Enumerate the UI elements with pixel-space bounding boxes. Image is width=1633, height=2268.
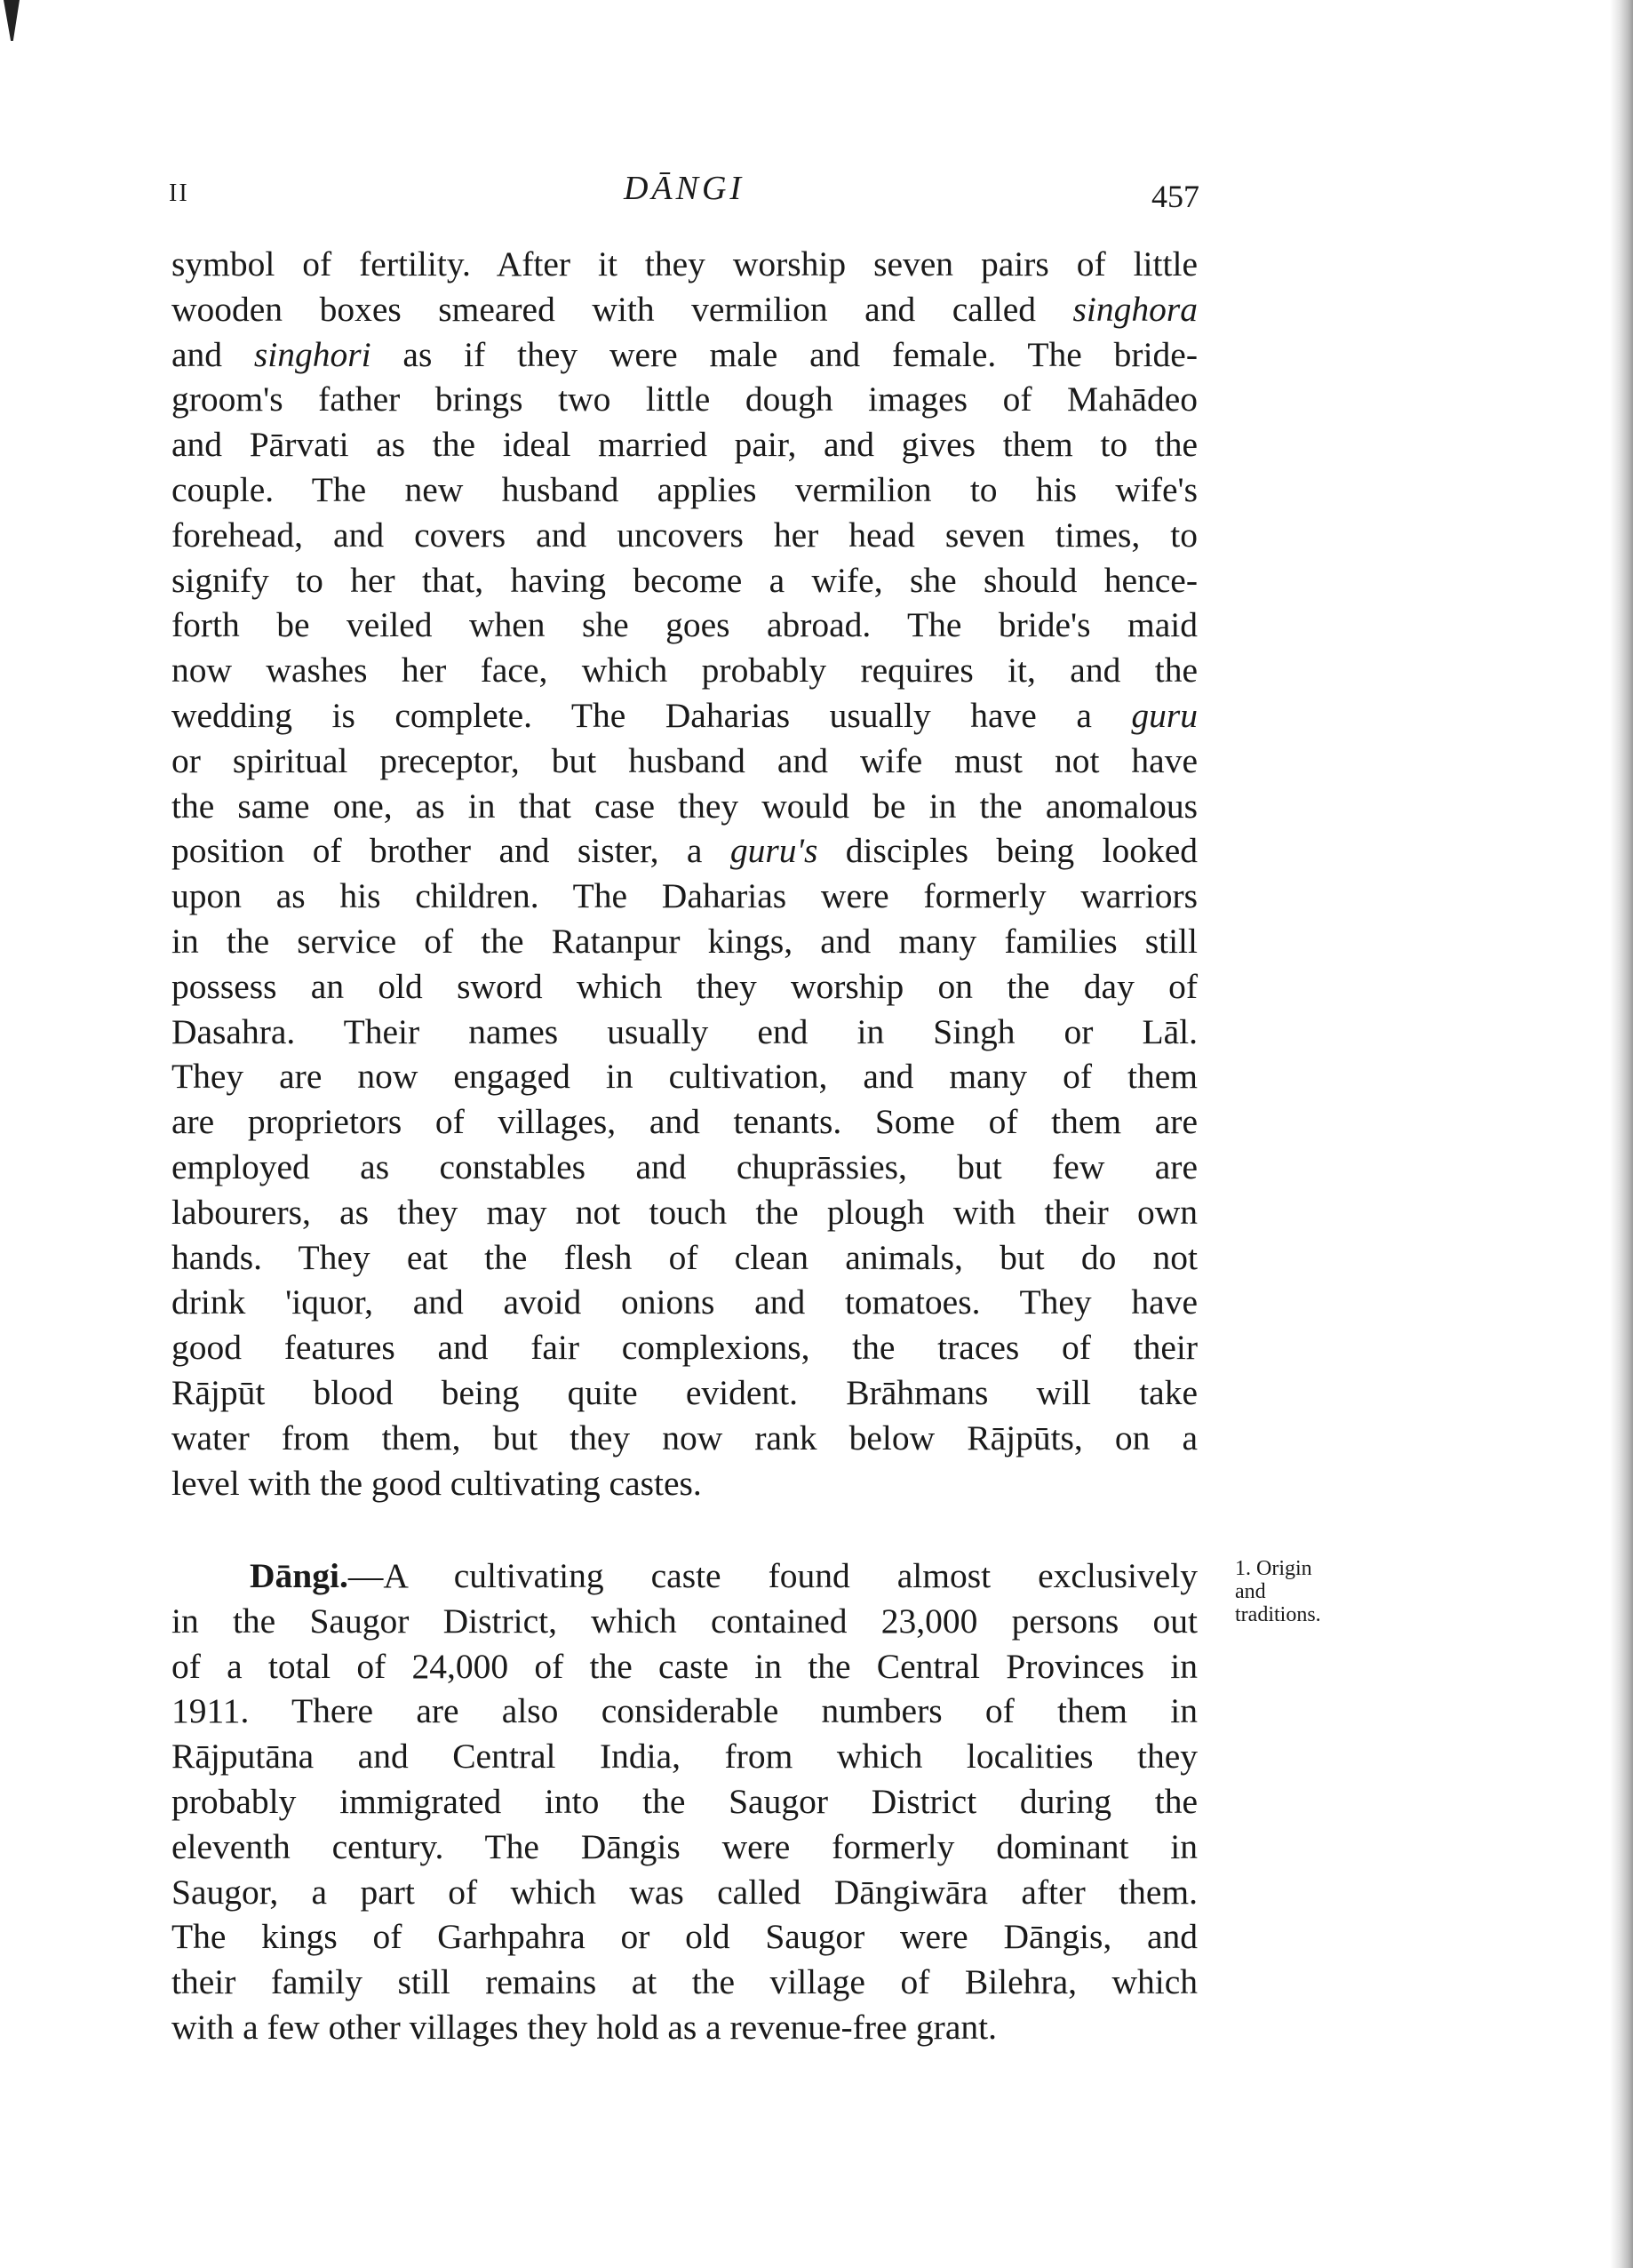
header-title: DĀNGI (623, 170, 745, 207)
italic-term: singhori (253, 334, 371, 374)
text-line: now washes her face, which probably requires it, and the (171, 651, 1198, 691)
text-line: wedding is complete. The Daharias usually have a guru (171, 695, 1198, 735)
text-line: labourers, as they may not touch the plough with their own (171, 1192, 1198, 1232)
text-line (171, 1553, 1198, 1599)
text-line: and Pārvati as the ideal married pair, and gives them to the (171, 425, 1198, 465)
text-line: symbol of fertility. After it they worship seven pairs of little (171, 244, 1198, 284)
text-line: Saugor, a part of which was called Dāngiwāra after them. (171, 1872, 1198, 1912)
text-line: their family still remains at the village of Bilehra, which (171, 1962, 1198, 2002)
text-line: forth be veiled when she goes abroad. The bride's maid (171, 605, 1198, 645)
text-line: and singhori as if they were male and female. The bride- (171, 334, 1198, 374)
margin-note-line: and (1235, 1580, 1266, 1603)
text-line: eleventh century. The Dāngis were formerly dominant in (171, 1826, 1198, 1866)
text-line: Rājputāna and Central India, from which localities they (171, 1737, 1198, 1777)
entry-first-line-text: —A cultivating caste found almost exclusively (347, 1556, 1198, 1595)
margin-note-line: 1. Origin (1235, 1557, 1312, 1580)
text-line: level with the good cultivating castes. (171, 1463, 702, 1503)
margin-note (1235, 1557, 1359, 1626)
text-line: probably immigrated into the Saugor District during the (171, 1781, 1198, 1821)
continued-paragraph (171, 242, 1198, 1505)
text-line: water from them, but they now rank below Rājpūts, on a (171, 1418, 1198, 1457)
text-line: hands. They eat the flesh of clean animals, but do not (171, 1237, 1198, 1277)
text-line: in the service of the Ratanpur kings, and many families still (171, 921, 1198, 961)
text-line: forehead, and covers and uncovers her head seven times, to (171, 515, 1198, 555)
text-line: groom's father brings two little dough images of Mahādeo (171, 379, 1198, 419)
text-line: are proprietors of villages, and tenants. Some of them are (171, 1102, 1198, 1142)
text-line: position of brother and sister, a guru's disciples being looked (171, 831, 1199, 871)
text-line: or spiritual preceptor, but husband and wife must not have (171, 740, 1198, 780)
text-line: good features and fair complexions, the traces of their (171, 1328, 1198, 1368)
italic-term: guru's (729, 831, 818, 871)
text-line: couple. The new husband applies vermilion to his wife's (171, 469, 1198, 509)
margin-note-line: traditions. (1235, 1603, 1321, 1626)
text-line: 1911. There are also considerable numbers of them in (171, 1691, 1198, 1731)
text-line: upon as his children. The Daharias were formerly warriors (171, 876, 1198, 916)
text-line: of a total of 24,000 of the caste in the Central Provinces in (171, 1646, 1198, 1686)
text-line: They are now engaged in cultivation, and many of them (171, 1057, 1198, 1097)
text-line: possess an old sword which they worship on the day of (171, 966, 1198, 1006)
text-line: in the Saugor District, which contained 23,000 persons out (171, 1601, 1198, 1641)
text-line: signify to her that, having become a wife, she should hence- (171, 560, 1198, 600)
text-line: the same one, as in that case they would be in the anomalous (171, 786, 1198, 826)
italic-term: singhora (1072, 289, 1198, 329)
text-line: Rājpūt blood being quite evident. Brāhmans will take (171, 1372, 1198, 1412)
entry-term: Dāngi. (250, 1556, 348, 1595)
text-line: wooden boxes smeared with vermilion and called singhora (171, 289, 1198, 329)
page-edge-shadow (1610, 0, 1633, 2268)
header-section-number: II (169, 180, 189, 207)
running-header (169, 169, 1199, 222)
text-line: with a few other villages they hold as a revenue-free grant. (171, 2007, 997, 2047)
text-line: employed as constables and chuprāssies, but few are (171, 1146, 1198, 1186)
scan-corner-mark (4, 0, 20, 41)
italic-term: guru (1131, 695, 1198, 735)
text-line: drink 'iquor, and avoid onions and tomatoes. They have (171, 1282, 1198, 1322)
text-line: The kings of Garhpahra or old Saugor were Dāngis, and (171, 1917, 1198, 1957)
page-number: 457 (1151, 179, 1199, 214)
dangi-entry-paragraph (171, 1553, 1198, 2050)
text-line: Dasahra. Their names usually end in Singh or Lāl. (171, 1011, 1198, 1051)
